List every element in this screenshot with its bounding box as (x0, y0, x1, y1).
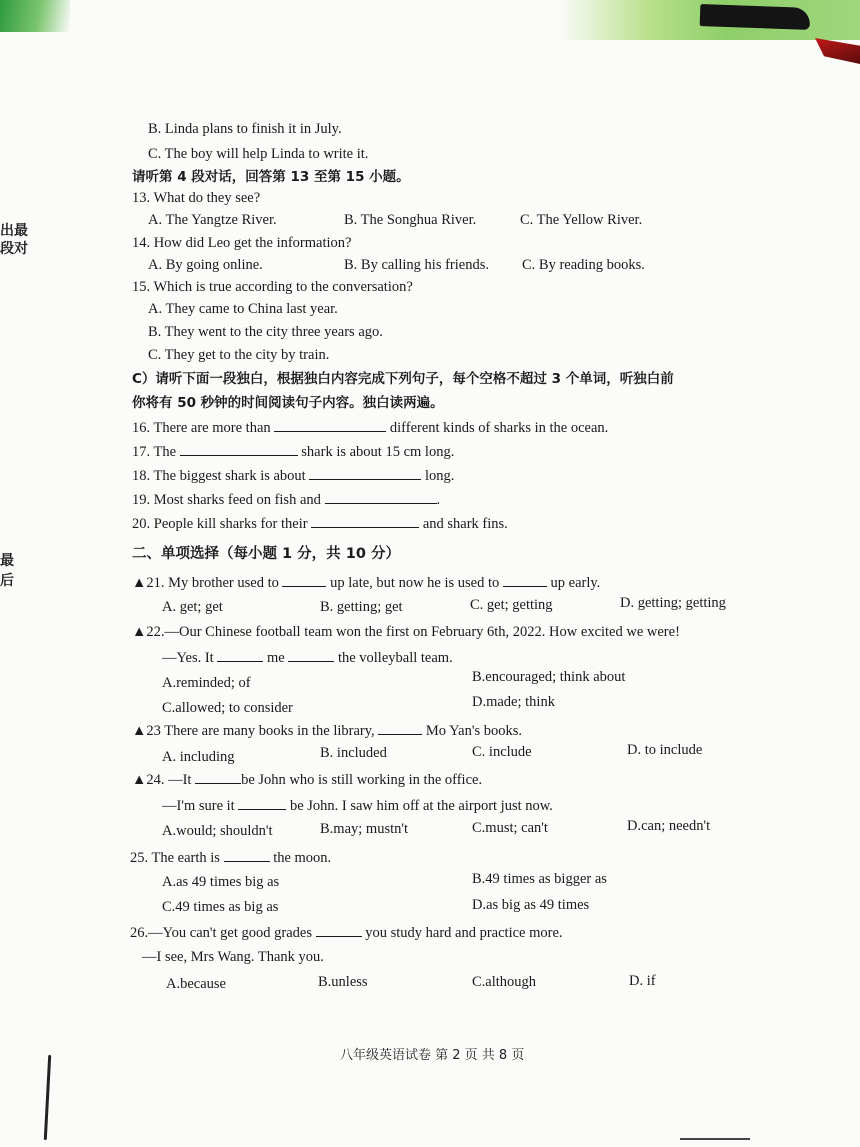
q15-option-b: B. They went to the city three years ago. (148, 324, 383, 340)
q20-sentence (132, 514, 508, 533)
q18-sentence (132, 466, 454, 485)
q13-option-a: A. The Yangtze River. (148, 212, 277, 228)
q24-text-after: be John who is still working in the office. (241, 772, 483, 788)
q20-text-before: 20. People kill sharks for their (132, 516, 308, 532)
q26-option-b[interactable]: B.unless (318, 974, 368, 990)
q25-text-after: the moon. (273, 850, 332, 866)
q25-option-a[interactable]: A.as 49 times big as (162, 874, 280, 890)
scan-artifact-corner (815, 38, 860, 64)
q21-option-b[interactable]: B. getting; get (320, 599, 403, 615)
q26-reply: —I see, Mrs Wang. Thank you. (142, 949, 324, 965)
q23-option-a[interactable]: A. including (162, 749, 235, 765)
q22-text-middle: me (266, 650, 285, 666)
q22-blank-2[interactable] (288, 648, 334, 662)
q24-blank-1[interactable] (195, 770, 241, 784)
q19-answer-blank[interactable] (325, 490, 437, 504)
q13-question: 13. What do they see? (132, 190, 261, 206)
q22-option-a[interactable]: A.reminded; of (162, 675, 251, 691)
q21-option-c[interactable]: C. get; getting (470, 597, 553, 613)
q24-blank-2[interactable] (238, 796, 286, 810)
q24-option-c[interactable]: C.must; can't (472, 820, 548, 836)
q14-option-b: B. By calling his friends. (344, 257, 489, 273)
q22-question: ▲22.—Our Chinese football team won the first on February 6th, 2022. How excited we were! (132, 624, 680, 640)
q16-text-after: different kinds of sharks in the ocean. (389, 420, 609, 436)
q25-blank[interactable] (224, 848, 270, 862)
q17-text-before: 17. The (132, 444, 177, 460)
margin-fragment: 出最 (0, 223, 28, 239)
margin-fragment: 最 (0, 553, 14, 569)
q16-sentence (132, 418, 608, 437)
section-c-instruction-line1: C）请听下面一段独白，根据独白内容完成下列句子，每个空格不超过 3 个单词，听独白前 (132, 371, 674, 387)
q22-blank-1[interactable] (217, 648, 263, 662)
q19-sentence (132, 490, 440, 509)
q23-option-b[interactable]: B. included (320, 745, 387, 761)
q23-option-d[interactable]: D. to include (627, 742, 703, 758)
q22-option-c[interactable]: C.allowed; to consider (162, 700, 293, 716)
q22-option-b[interactable]: B.encouraged; think about (472, 669, 626, 685)
q25-option-d[interactable]: D.as big as 49 times (472, 897, 590, 913)
q23-blank[interactable] (378, 721, 422, 735)
scan-artifact-bottom-line (680, 1138, 750, 1140)
q26-text-after: you study hard and practice more. (365, 925, 563, 941)
q23-question (132, 721, 522, 740)
q18-answer-blank[interactable] (309, 466, 421, 480)
q14-question: 14. How did Leo get the information? (132, 235, 352, 251)
q19-text-after: . (436, 492, 441, 508)
q17-sentence (132, 442, 454, 461)
q26-question (130, 923, 563, 942)
q21-blank-2[interactable] (503, 573, 547, 587)
q25-question (130, 848, 331, 867)
q21-option-a[interactable]: A. get; get (162, 599, 223, 615)
part2-heading: 二、单项选择（每小题 1 分，共 10 分） (132, 546, 400, 562)
margin-fragment: 后 (0, 573, 14, 589)
q24-reply (162, 796, 553, 815)
q25-option-c[interactable]: C.49 times as big as (162, 899, 279, 915)
dialog4-instruction: 请听第 4 段对话，回答第 13 至第 15 小题。 (132, 169, 410, 185)
q26-option-d[interactable]: D. if (629, 973, 656, 989)
q24-reply-after: be John. I saw him off at the airport just now. (289, 798, 553, 814)
q23-text-after: Mo Yan's books. (425, 723, 522, 739)
q26-text-before: 26.—You can't get good grades (130, 925, 312, 941)
q22-text-before: —Yes. It (162, 650, 214, 666)
scan-artifact-dark-band (700, 4, 811, 30)
q25-text-before: 25. The earth is (130, 850, 220, 866)
section-c-instruction-line2: 你将有 50 秒钟的时间阅读句子内容。独白读两遍。 (132, 395, 444, 411)
q12-option-b: B. Linda plans to finish it in July. (148, 121, 342, 137)
scan-artifact-top-left (0, 0, 70, 32)
q20-answer-blank[interactable] (311, 514, 419, 528)
q15-option-c: C. They get to the city by train. (148, 347, 330, 363)
q15-option-a: A. They came to China last year. (148, 301, 338, 317)
scan-artifact-left-line (44, 1055, 51, 1140)
q16-text-before: 16. There are more than (132, 420, 271, 436)
q18-text-before: 18. The biggest shark is about (132, 468, 306, 484)
q26-option-c[interactable]: C.although (472, 974, 537, 990)
q19-text-before: 19. Most sharks feed on fish and (132, 492, 321, 508)
q24-option-d[interactable]: D.can; needn't (627, 818, 711, 834)
q26-blank[interactable] (316, 923, 362, 937)
q22-reply (162, 648, 453, 667)
q21-question (132, 573, 600, 592)
q21-text-middle: up late, but now he is used to (330, 575, 500, 591)
q24-option-a[interactable]: A.would; shouldn't (162, 823, 273, 839)
q23-text-before: ▲23 There are many books in the library, (132, 723, 375, 739)
q17-text-after: shark is about 15 cm long. (301, 444, 455, 460)
q13-option-c: C. The Yellow River. (520, 212, 643, 228)
q18-text-after: long. (424, 468, 455, 484)
q15-question: 15. Which is true according to the conversation? (132, 279, 413, 295)
q24-text-before: ▲24. —It (132, 772, 192, 788)
q24-question (132, 770, 482, 789)
q13-option-b: B. The Songhua River. (344, 212, 477, 228)
q26-option-a[interactable]: A.because (166, 976, 226, 992)
q16-answer-blank[interactable] (274, 418, 386, 432)
page-footer: 八年级英语试卷 第 2 页 共 8 页 (340, 1048, 525, 1063)
q23-option-c[interactable]: C. include (472, 744, 532, 760)
q20-text-after: and shark fins. (422, 516, 508, 532)
q21-option-d[interactable]: D. getting; getting (620, 595, 726, 611)
q12-option-c: C. The boy will help Linda to write it. (148, 146, 369, 162)
q21-text-before: ▲21. My brother used to (132, 575, 279, 591)
q24-reply-before: —I'm sure it (162, 798, 235, 814)
q21-blank-1[interactable] (282, 573, 326, 587)
q22-text-after: the volleyball team. (337, 650, 453, 666)
margin-fragment: 段对 (0, 241, 28, 257)
q14-option-c: C. By reading books. (522, 257, 645, 273)
q22-option-d[interactable]: D.made; think (472, 694, 555, 710)
q25-option-b[interactable]: B.49 times as bigger as (472, 871, 607, 887)
q21-text-after: up early. (550, 575, 601, 591)
q14-option-a: A. By going online. (148, 257, 263, 273)
q24-option-b[interactable]: B.may; mustn't (320, 821, 409, 837)
q17-answer-blank[interactable] (180, 442, 298, 456)
